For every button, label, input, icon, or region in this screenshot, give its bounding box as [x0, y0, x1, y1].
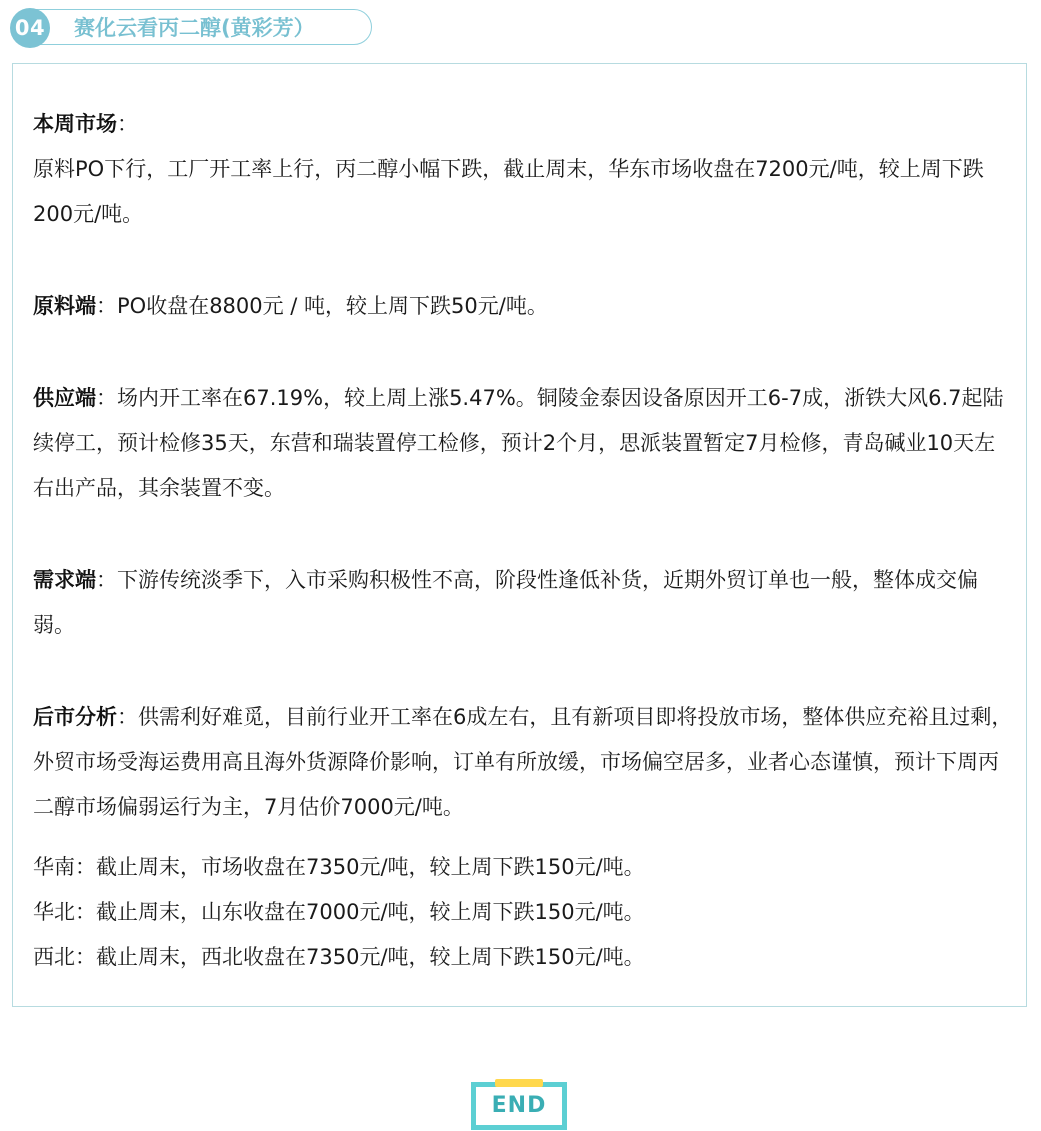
weekly-market-label: 本周市场: [33, 112, 117, 136]
outlook-sep: ：: [117, 705, 138, 729]
spacer: [33, 830, 1013, 845]
supply-text: 场内开工率在67.19%，较上周上涨5.47%。铜陵金泰因设备原因开工6-7成，浙铁大风6.7起陆续停工，预计检修35天，东营和瑞装置停工检修，预计2个月，思派装置暂定7月检修，青岛碱业10天左右出产品，其余装置不变。: [33, 386, 1004, 500]
end-label: END: [491, 1093, 547, 1118]
spacer: [33, 237, 1013, 284]
region-south: 华南：截止周末，市场收盘在7350元/吨，较上周下跌150元/吨。: [33, 855, 645, 879]
raw-material-label: 原料端: [33, 294, 96, 318]
raw-material-text: PO收盘在8800元 / 吨，较上周下跌50元/吨。: [117, 294, 548, 318]
supply-label: 供应端: [33, 386, 96, 410]
content-body: [33, 102, 1013, 980]
outlook-text: 供需利好难觅，目前行业开工率在6成左右，且有新项目即将投放市场，整体供应充裕且过剩，外贸市场受海运费用高且海外货源降价影响，订单有所放缓，市场偏空居多，业者心态谨慎，预计下周丙二醇市场偏弱运行为主，7月估价7000元/吨。: [33, 705, 1013, 819]
raw-material-paragraph: [33, 284, 1013, 329]
weekly-market-sep: ：: [117, 112, 138, 136]
outlook-label: 后市分析: [33, 705, 117, 729]
section-title: 赛化云看丙二醇(黄彩芳）: [74, 16, 315, 40]
end-badge: [471, 1079, 567, 1130]
spacer: [33, 648, 1013, 695]
region-north: 华北：截止周末，山东收盘在7000元/吨，较上周下跌150元/吨。: [33, 900, 645, 924]
region-northwest: 西北：截止周末，西北收盘在7350元/吨，较上周下跌150元/吨。: [33, 945, 645, 969]
weekly-market-heading: [33, 102, 1013, 147]
section-number-badge: 04: [10, 8, 50, 48]
supply-sep: ：: [96, 386, 117, 410]
outlook-paragraph: [33, 695, 1013, 830]
section-header: [10, 8, 374, 48]
demand-sep: ：: [96, 568, 117, 592]
demand-label: 需求端: [33, 568, 96, 592]
supply-paragraph: [33, 376, 1013, 511]
spacer: [33, 329, 1013, 376]
weekly-market-text: 原料PO下行，工厂开工率上行，丙二醇小幅下跌，截止周末，华东市场收盘在7200元/吨，较上周下跌200元/吨。: [33, 157, 984, 226]
demand-paragraph: [33, 558, 1013, 648]
content-box: [12, 63, 1027, 1007]
demand-text: 下游传统淡季下，入市采购积极性不高，阶段性逢低补货，近期外贸订单也一般，整体成交偏弱。: [33, 568, 978, 637]
raw-material-sep: ：: [96, 294, 117, 318]
spacer: [33, 511, 1013, 558]
